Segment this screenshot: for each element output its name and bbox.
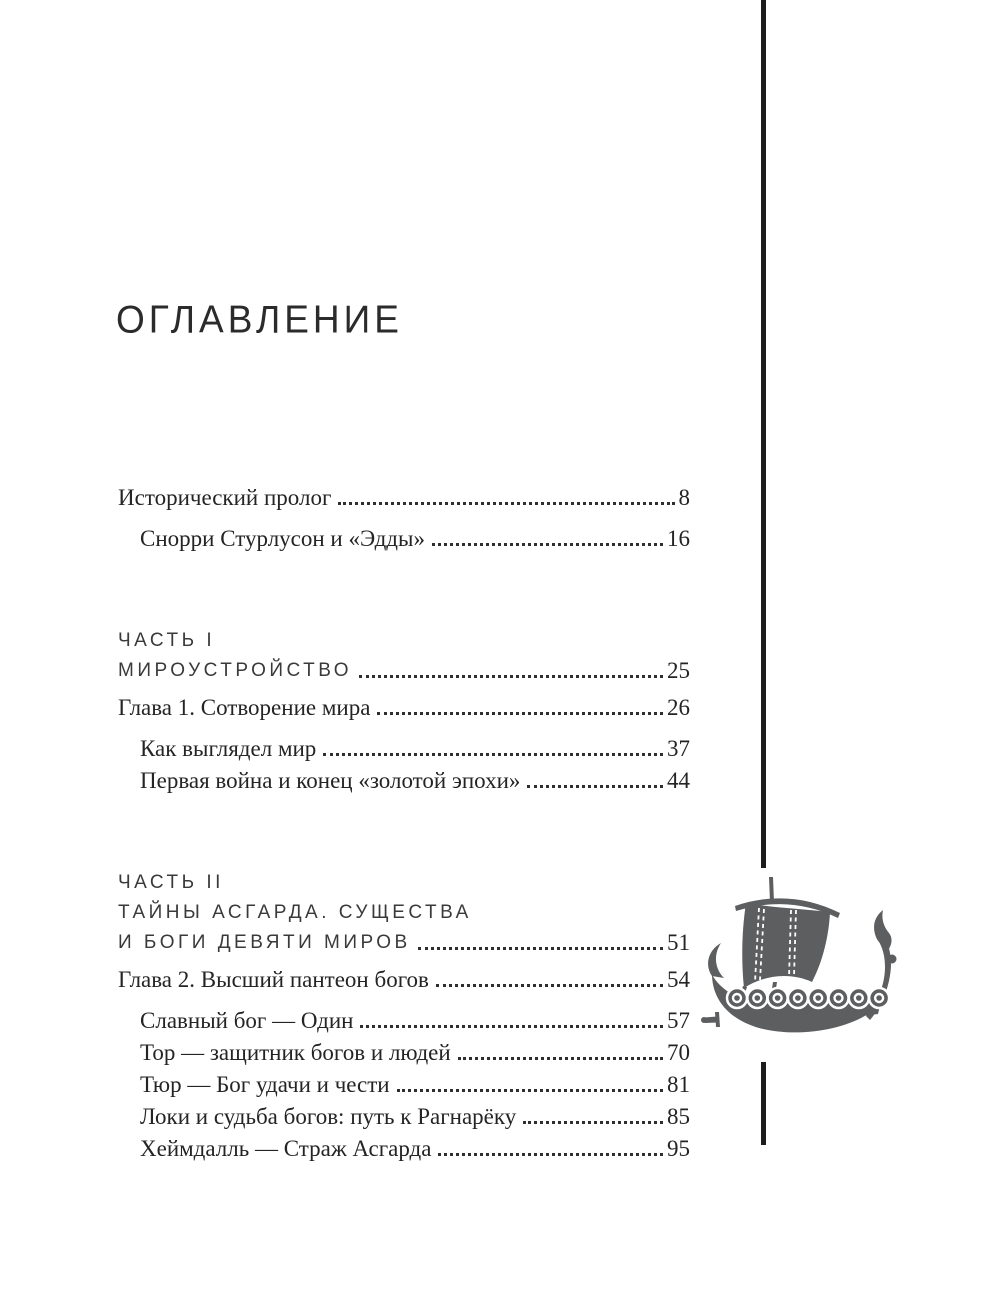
dot-leader	[527, 785, 663, 788]
dot-leader	[377, 712, 663, 715]
toc-list	[118, 484, 690, 1162]
dot-leader	[359, 675, 663, 678]
toc-part-heading	[118, 626, 690, 686]
page-number: 51	[667, 930, 690, 955]
toc-part-entry[interactable]	[118, 656, 690, 686]
toc-entry-label: Исторический пролог	[118, 485, 332, 510]
vertical-rule-top	[761, 0, 766, 868]
dot-leader	[338, 502, 674, 505]
toc-part-line: ЧАСТЬ II	[118, 872, 224, 893]
toc-entry[interactable]	[118, 1007, 690, 1034]
toc-entry-label: Хеймдалль — Страж Асгарда	[140, 1136, 432, 1161]
dot-leader	[323, 753, 663, 756]
viking-ship-icon	[700, 872, 900, 1050]
page-number: 8	[678, 485, 690, 510]
toc-entry[interactable]	[118, 767, 690, 794]
toc-entry-label: Снорри Стурлусон и «Эдды»	[140, 526, 425, 551]
dot-leader	[458, 1057, 663, 1060]
toc-part-line: ТАЙНЫ АСГАРДА. СУЩЕСТВА	[118, 902, 472, 923]
page-number: 26	[667, 695, 690, 720]
toc-entry-label: Как выглядел мир	[140, 736, 317, 761]
vertical-rule-bottom	[761, 1062, 766, 1145]
toc-entry[interactable]	[118, 1135, 690, 1162]
page-number: 16	[667, 526, 690, 551]
dot-leader	[438, 1153, 663, 1156]
dot-leader	[397, 1089, 663, 1092]
toc-entry-label: Тор — защитник богов и людей	[140, 1040, 451, 1065]
page-number: 81	[667, 1072, 690, 1097]
page-title: ОГЛАВЛЕНИЕ	[116, 298, 403, 342]
toc-entry-label: Локи и судьба богов: путь к Рагнарёку	[140, 1104, 517, 1129]
toc-entry[interactable]	[118, 484, 690, 511]
dot-leader	[432, 543, 663, 546]
toc-entry-label: Глава 1. Сотворение мира	[118, 695, 371, 720]
toc-entry[interactable]	[118, 966, 690, 993]
toc-entry-label: Глава 2. Высший пантеон богов	[118, 967, 429, 992]
page-number: 54	[667, 967, 690, 992]
dot-leader	[436, 984, 663, 987]
toc-entry[interactable]	[118, 1039, 690, 1066]
toc-entry[interactable]	[118, 1103, 690, 1130]
dot-leader	[523, 1121, 663, 1124]
toc-entry-label: Славный бог — Один	[140, 1008, 354, 1033]
toc-part-entry[interactable]	[118, 928, 690, 958]
toc-entry[interactable]	[118, 735, 690, 762]
toc-entry-label: Первая война и конец «золотой эпохи»	[140, 768, 521, 793]
toc-entry[interactable]	[118, 1071, 690, 1098]
page-number: 95	[667, 1136, 690, 1161]
toc-entry-label: Тюр — Бог удачи и чести	[140, 1072, 390, 1097]
page-number: 57	[667, 1008, 690, 1033]
page-number: 44	[667, 768, 690, 793]
page-number: 25	[667, 658, 690, 683]
toc-entry[interactable]	[118, 694, 690, 721]
dot-leader	[418, 947, 663, 950]
page-number: 85	[667, 1104, 690, 1129]
page-number: 37	[667, 736, 690, 761]
page-number: 70	[667, 1040, 690, 1065]
toc-entry-label: МИРОУСТРОЙСТВО	[118, 660, 353, 681]
toc-part-line: ЧАСТЬ I	[118, 630, 216, 651]
toc-part-heading	[118, 868, 690, 958]
dot-leader	[360, 1025, 663, 1028]
toc-entry-label: И БОГИ ДЕВЯТИ МИРОВ	[118, 932, 411, 953]
toc-entry[interactable]	[118, 525, 690, 552]
